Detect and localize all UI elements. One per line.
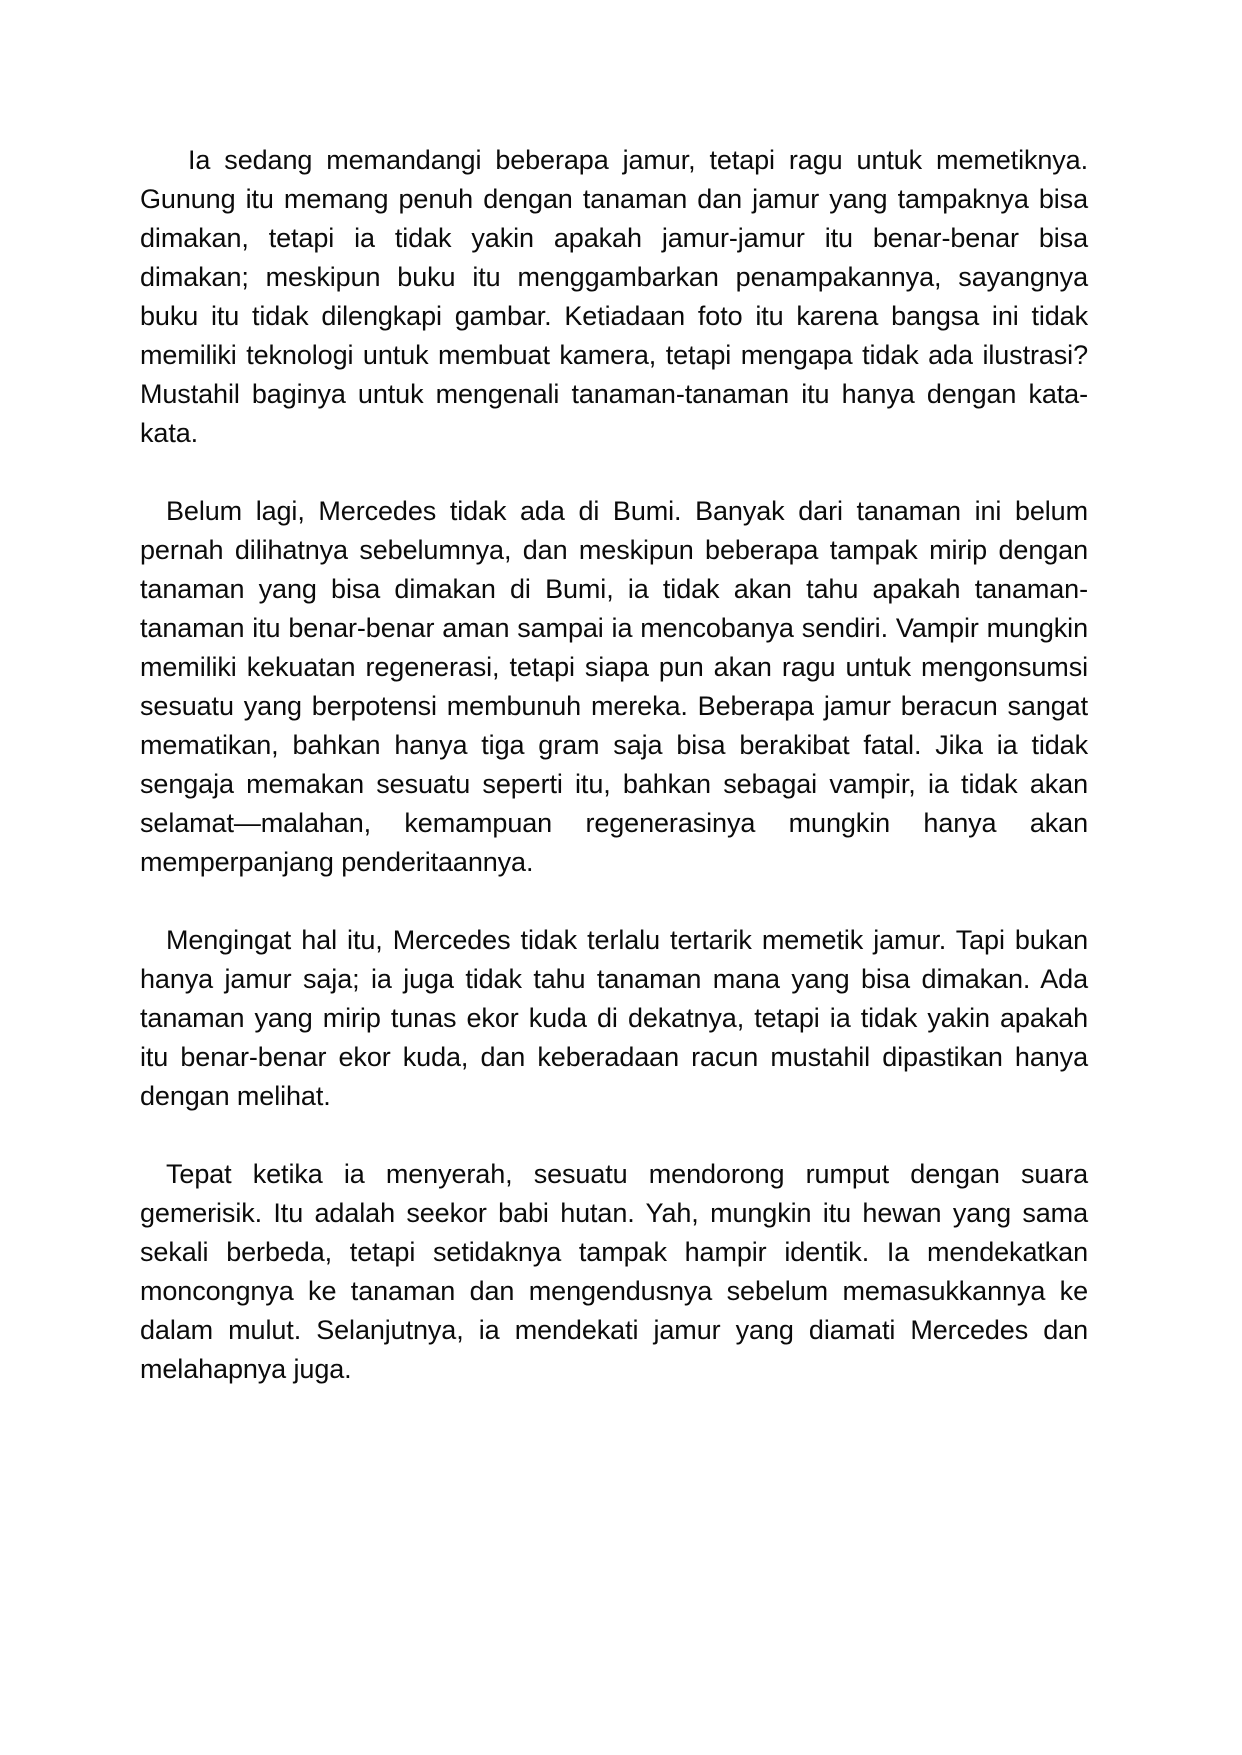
paragraph-4: Tepat ketika ia menyerah, sesuatu mendorong rumput dengan suara gemerisik. Itu adalah seekor babi hutan. Yah, mungkin itu hewan yang sama sekali berbeda, tetapi setidaknya tampak hampir identik. Ia mendekatkan moncongnya ke tanaman dan mengendusnya sebelum memasukkannya ke dalam mulut. Selanjutnya, ia mendekati jamur yang diamati Mercedes dan melahapnya juga.	[140, 1159, 1088, 1384]
paragraph-1: Ia sedang memandangi beberapa jamur, tetapi ragu untuk memetiknya. Gunung itu memang penuh dengan tanaman dan jamur yang tampaknya bisa dimakan, tetapi ia tidak yakin apakah jamur-jamur itu benar-benar bisa dimakan; meskipun buku itu menggambarkan penampakannya, sayangnya buku itu tidak dilengkapi gambar. Ketiadaan foto itu karena bangsa ini tidak memiliki teknologi untuk membuat kamera, tetapi mengapa tidak ada ilustrasi? Mustahil baginya untuk mengenali tanaman-tanaman itu hanya dengan kata-kata.	[140, 145, 1088, 448]
paragraph-3: Mengingat hal itu, Mercedes tidak terlalu tertarik memetik jamur. Tapi bukan hanya jamur saja; ia juga tidak tahu tanaman mana yang bisa dimakan. Ada tanaman yang mirip tunas ekor kuda di dekatnya, tetapi ia tidak yakin apakah itu benar-benar ekor kuda, dan keberadaan racun mustahil dipastikan hanya dengan melihat.	[140, 925, 1088, 1111]
paragraph-2: Belum lagi, Mercedes tidak ada di Bumi. Banyak dari tanaman ini belum pernah dilihatnya sebelumnya, dan meskipun beberapa tampak mirip dengan tanaman yang bisa dimakan di Bumi, ia tidak akan tahu apakah tanaman-tanaman itu benar-benar aman sampai ia mencobanya sendiri. Vampir mungkin memiliki kekuatan regenerasi, tetapi siapa pun akan ragu untuk mengonsumsi sesuatu yang berpotensi membunuh mereka. Beberapa jamur beracun sangat mematikan, bahkan hanya tiga gram saja bisa berakibat fatal. Jika ia tidak sengaja memakan sesuatu seperti itu, bahkan sebagai vampir, ia tidak akan selamat—malahan, kemampuan regenerasinya mungkin hanya akan memperpanjang penderitaannya.	[140, 496, 1088, 877]
body-text	[140, 141, 1088, 1428]
